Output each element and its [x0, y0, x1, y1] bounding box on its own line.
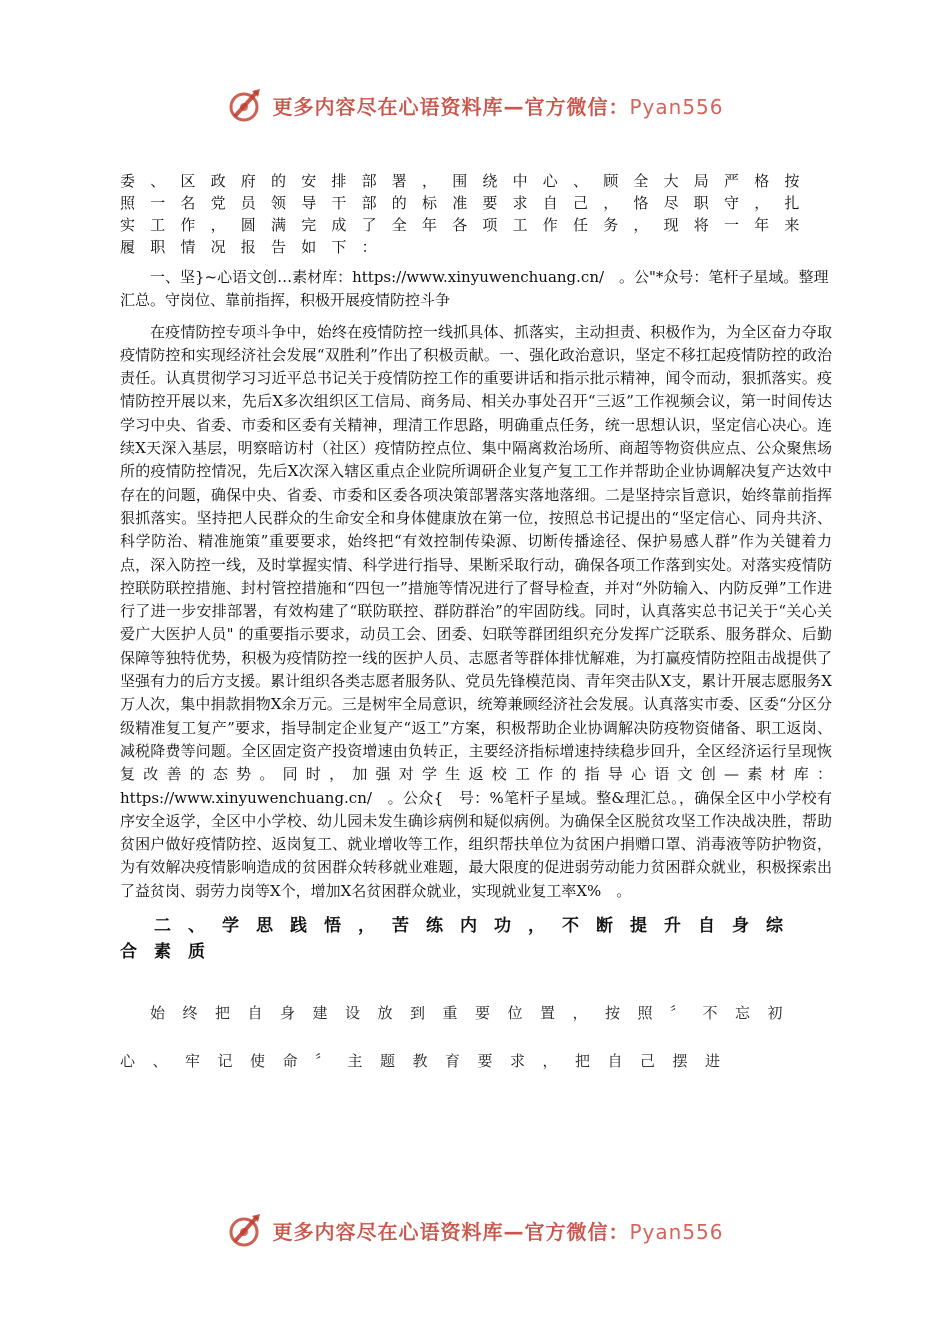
document-body: [120, 170, 832, 1085]
section-2-body: 始终把自身建设放到重要位置，按照〞不忘初心、牢记使命〞主题教育要求，把自己摆进: [120, 1004, 801, 1071]
banner-text: [272, 1216, 723, 1245]
banner-brand-text: 更多内容尽在心语资料库—官方微信：: [272, 1219, 630, 1244]
brand-logo-icon: [226, 1210, 266, 1250]
brand-logo-icon: [226, 85, 266, 125]
header-watermark-banner: [0, 83, 950, 127]
section-1-body: 在疫情防控专项斗争中，始终在疫情防控一线抓具体、抓落实，主动担责、积极作为，为全区奋力夺取疫情防控和实现经济社会发展“双胜利”作出了积极贡献。一、强化政治意识，坚定不移扛起疫情防控的政治责任。认真贯彻学习习近平总书记关于疫情防控工作的重要讲话和指示批示精神，闻令而动，狠抓落实。疫情防控开展以来，先后X多次组织区工信局、商务局、相关办事处召开“三返”工作视频会议，第一时间传达学习中央、省委、市委和区委有关精神，理清工作思路，明确重点任务，统一思想认识，坚定信心决心。连续X天深入基层，明察暗访村（社区）疫情防控点位、集中隔离救治场所、商超等物资供应点、公众聚焦场所的疫情防控情况，先后X次深入辖区重点企业院所调研企业复产复工工作并帮助企业协调解决复产达效中存在的问题，确保中央、省委、市委和区委各项决策部署落实落地落细。二是坚持宗旨意识，始终靠前指挥狠抓落实。坚持把人民群众的生命安全和身体健康放在第一位，按照总书记提出的“坚定信心、同舟共济、科学防治、精准施策”重要要求，始终把“有效控制传染源、切断传播途径、保护易感人群”作为关键着力点，深入防控一线，及时掌握实情、科学进行指导、果断采取行动，确保各项工作落到实处。对落实疫情防控联防联控措施、封村管控措施和“四包一”措施等情况进行了督导检查，并对“外防输入、内防反弹”工作进行了进一步安排部署，有效构建了“联防联控、群防群治”的牢固防线。同时，认真落实总书记关于“关心关爱广大医护人员" 的重要指示要求，动员工会、团委、妇联等群团组织充分发挥广泛联系、服务群众、后勤保障等独特优势，积极为疫情防控一线的医护人员、志愿者等群体排忧解难，为打赢疫情防控阻击战提供了坚强有力的后方支援。累计组织各类志愿者服务队、党员先锋模范岗、青年突击队X支，累计开展志愿服务X万人次，集中捐款捐物X余万元。三是树牢全局意识，统筹兼顾经济社会发展。认真落实市委、区委“分区分级精准复工复产”要求，指导制定企业复产“返工”方案，积极帮助企业协调解决防疫物资储备、职工返岗、减税降费等问题。全区固定资产投资增速由负转正，主要经济指标增速持续稳步回升，全区经济运行呈现恢复改善的态势。同时，加强对学生返校工作的指导心语文创—素材库：https://www.xinyuwenchuang.cn/ 。公众{ 号：%笔杆子星域。整&理汇总。，确保全区中小学校有序安全返学，全区中小学校、幼儿园未发生确诊病例和疑似病例。为确保全区脱贫攻坚工作决战决胜，帮助贫困户做好疫情防控、返岗复工、就业增收等工作，组织帮扶单位为贫困户捐赠口罩、消毒液等防护物资，为有效解决疫情影响造成的贫困群众转移就业难题，最大限度的促进弱劳动能力贫困群众就业，积极探索出了益贫岗、弱劳力岗等X个，增加X名贫困群众就业，实现就业复工率X% 。: [120, 322, 832, 900]
banner-text: [272, 91, 723, 120]
banner-wechat-id: Pyan556: [629, 94, 724, 119]
section-1-heading: 一、坚}~心语文创…素材库：https://www.xinyuwenchuang.cn/ 。公"*众号：笔杆子星域。整理汇总。守岗位、靠前指挥，积极开展疫情防控斗争: [120, 268, 829, 310]
intro-paragraph: 委、区政府的安排部署，围绕中心、顾全大局严格按照一名党员领导干部的标准要求自己，恪尽职守，扎实工作，圆满完成了全年各项工作任务，现将一年来履职情况报告如下：: [120, 172, 815, 256]
banner-brand-text: 更多内容尽在心语资料库—官方微信：: [272, 94, 630, 119]
footer-watermark-banner: [0, 1208, 950, 1252]
banner-wechat-id: Pyan556: [629, 1219, 724, 1244]
section-2-heading: 二、学思践悟，苦练内功，不断提升自身综合素质: [120, 916, 800, 963]
